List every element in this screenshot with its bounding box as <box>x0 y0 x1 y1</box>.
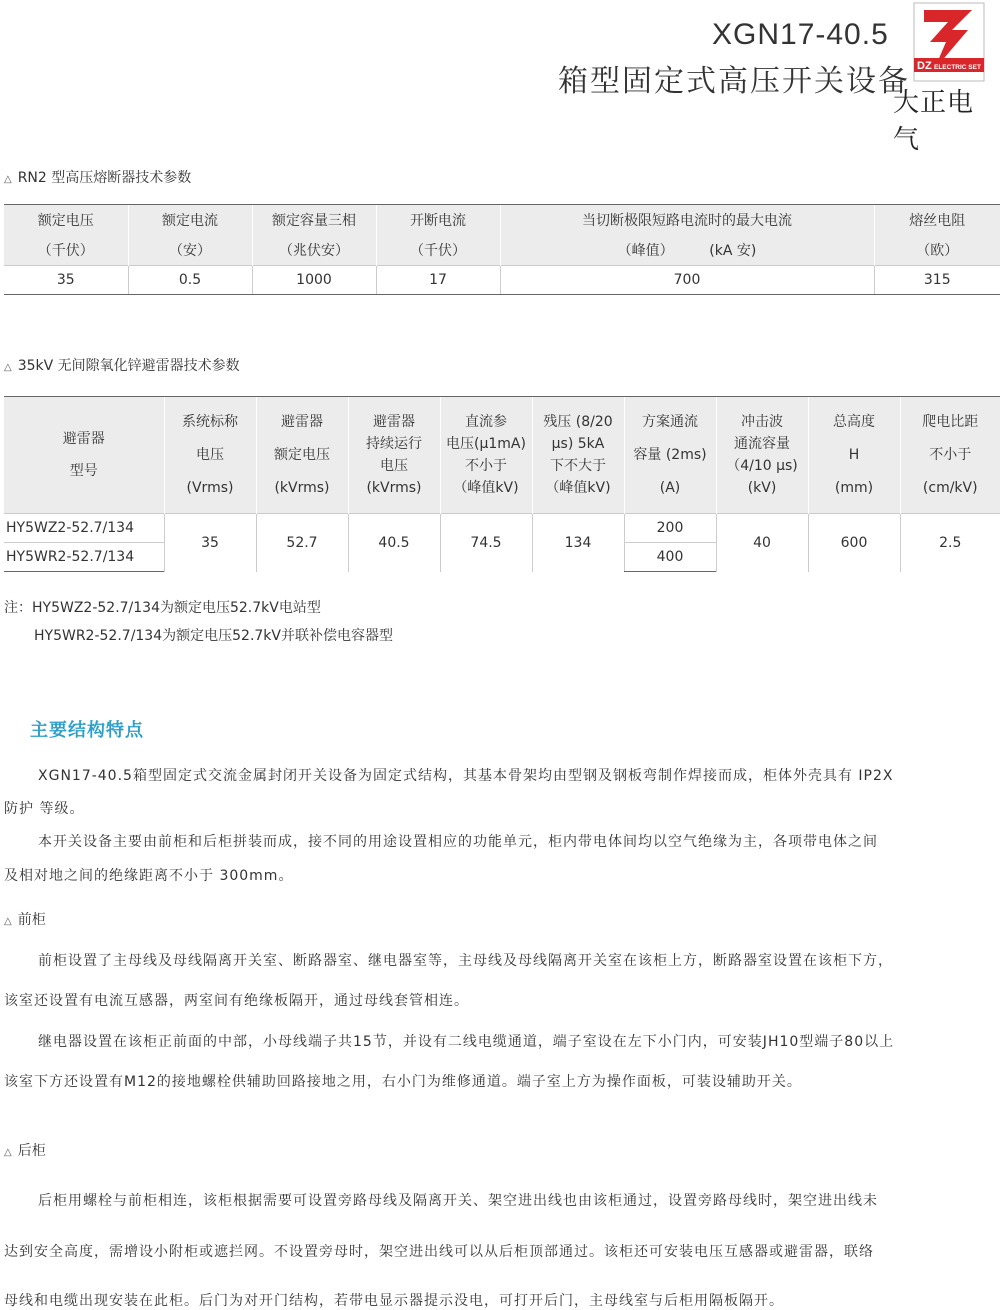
table-cell: 600 <box>808 514 900 572</box>
table-cell: HY5WR2-52.7/134 <box>4 543 164 572</box>
table-row <box>4 266 1000 295</box>
paragraph-line: 防护 等级。 <box>4 798 84 818</box>
header-line: 残压 (8/20 <box>533 411 624 433</box>
table-cell: 52.7 <box>256 514 348 572</box>
note-line: 注：HY5WZ2-52.7/134为额定电压52.7kV电站型 <box>4 597 321 617</box>
table-cell: 400 <box>624 543 716 572</box>
triangle-icon: △ <box>4 1147 12 1158</box>
header-line: 避雷器 <box>257 406 348 439</box>
header-line: 持续运行 <box>349 433 440 455</box>
company-name: 大正电气 <box>893 82 1000 156</box>
header-cell: 额定容量三相 <box>252 205 376 236</box>
header-cell <box>624 397 716 514</box>
header-line: 通流容量 <box>717 433 808 455</box>
header-line: 电压 <box>165 439 256 472</box>
header-line: 总高度 <box>809 406 900 439</box>
table-cell: 700 <box>500 266 874 295</box>
header-line: 型号 <box>4 455 164 487</box>
header-line: (A) <box>625 472 716 505</box>
section-heading: 主要结构特点 <box>30 716 144 742</box>
header-line: 容量 (2ms) <box>625 439 716 472</box>
header-cell <box>808 397 900 514</box>
header-line: (mm) <box>809 472 900 505</box>
header-line: (kV) <box>717 477 808 499</box>
paragraph-line: 后柜用螺栓与前柜相连，该柜根据需要可设置旁路母线及隔离开关、架空进出线也由该柜通过，设置旁路母线时，架空进出线未 <box>38 1190 878 1210</box>
header-line: 爬电比距 <box>901 406 1000 439</box>
paragraph-line: 该室下方还设置有M12的接地螺栓供辅助回路接地之用，右小门为维修通道。端子室上方为操作面板，可装设辅助开关。 <box>4 1071 802 1091</box>
header-cell <box>256 397 348 514</box>
table-cell: 40.5 <box>348 514 440 572</box>
header-cell <box>4 397 164 514</box>
table-cell: 134 <box>532 514 624 572</box>
header-line: 不小于 <box>441 455 532 477</box>
logo-subtext: ELECTRIC SET <box>934 64 981 71</box>
header-cell <box>900 397 1000 514</box>
header-unit: （安） <box>128 235 252 266</box>
table-cell: 200 <box>624 514 716 543</box>
header-line: 避雷器 <box>4 423 164 455</box>
header-cell <box>164 397 256 514</box>
header-cell <box>532 397 624 514</box>
header-line: (Vrms) <box>165 472 256 505</box>
table-cell: 35 <box>164 514 256 572</box>
table-cell: 74.5 <box>440 514 532 572</box>
header-line: 系统标称 <box>165 406 256 439</box>
header-line: 电压 <box>349 455 440 477</box>
header-cell: 开断电流 <box>376 205 500 236</box>
section-title-fuse: △ RN2 型高压熔断器技术参数 <box>4 167 191 187</box>
subsection-rear: △ 后柜 <box>4 1140 46 1160</box>
header-line: （峰值kV) <box>441 477 532 499</box>
paragraph-line: 达到安全高度，需增设小附柜或遮拦网。不设置旁母时，架空进出线可以从后柜顶部通过。该柜还可安装电压互感器或避雷器，联络 <box>4 1241 874 1261</box>
header-line: μs) 5kA <box>533 433 624 455</box>
header-cell <box>716 397 808 514</box>
triangle-icon: △ <box>4 916 12 927</box>
header-line: （4/10 μs) <box>717 455 808 477</box>
table-cell: 315 <box>874 266 1000 295</box>
header-line: 下不大于 <box>533 455 624 477</box>
logo-letters: DZ <box>917 60 932 72</box>
table-cell: 40 <box>716 514 808 572</box>
table-cell: 1000 <box>252 266 376 295</box>
paragraph-line: 及相对地之间的绝缘距离不小于 300mm。 <box>4 865 293 885</box>
table-row <box>4 514 1000 543</box>
header-line: 直流参 <box>441 411 532 433</box>
header-cell <box>440 397 532 514</box>
arrester-parameters-table <box>4 396 1000 572</box>
header-line: (cm/kV) <box>901 472 1000 505</box>
note-line: HY5WR2-52.7/134为额定电压52.7kV并联补偿电容器型 <box>34 625 393 645</box>
header-unit: （千伏） <box>4 235 128 266</box>
header-line: 冲击波 <box>717 411 808 433</box>
header-unit: （欧） <box>874 235 1000 266</box>
header-line: (kVrms) <box>349 477 440 499</box>
section-title-arrester: △ 35kV 无间隙氧化锌避雷器技术参数 <box>4 355 240 375</box>
table-cell: 35 <box>4 266 128 295</box>
triangle-icon: △ <box>4 362 12 373</box>
paragraph-line: 前柜设置了主母线及母线隔离开关室、断路器室、继电器室等，主母线及母线隔离开关室在该柜上方，断路器室设置在该柜下方， <box>38 950 893 970</box>
header-line: 额定电压 <box>257 439 348 472</box>
header-unit: （峰值） (kA 安) <box>500 235 874 266</box>
paragraph-line: 本开关设备主要由前柜和后柜拼装而成，接不同的用途设置相应的功能单元，柜内带电体间均以空气绝缘为主，各项带电体之间 <box>38 831 878 851</box>
header-line: 避雷器 <box>349 411 440 433</box>
header-cell <box>348 397 440 514</box>
header-unit: （兆伏安） <box>252 235 376 266</box>
paragraph-line: 继电器设置在该柜正前面的中部，小母线端子共15节，并设有二线电缆通道，端子室设在左下小门内，可安装JH10型端子80以上 <box>38 1031 894 1051</box>
header-unit: （千伏） <box>376 235 500 266</box>
header-cell: 额定电流 <box>128 205 252 236</box>
triangle-icon: △ <box>4 174 12 185</box>
product-title: 箱型固定式高压开关设备 <box>558 56 910 100</box>
header-line: H <box>809 439 900 472</box>
header-line: (kVrms) <box>257 472 348 505</box>
table-cell: 2.5 <box>900 514 1000 572</box>
paragraph-line: XGN17-40.5箱型固定式交流金属封闭开关设备为固定式结构，其基本骨架均由型钢及钢板弯制作焊接而成，柜体外壳具有 IP2X <box>38 765 893 785</box>
header-line: 方案通流 <box>625 406 716 439</box>
paragraph-line: 该室还设置有电流互感器，两室间有绝缘板隔开，通过母线套管相连。 <box>4 990 469 1010</box>
subsection-front: △ 前柜 <box>4 909 46 929</box>
fuse-parameters-table <box>4 204 1000 295</box>
header-cell: 熔丝电阻 <box>874 205 1000 236</box>
header-line: 电压(μ1mA) <box>441 433 532 455</box>
paragraph-line: 母线和电缆出现安装在此柜。后门为对开门结构，若带电显示器提示没电，可打开后门，主母线室与后柜用隔板隔开。 <box>4 1290 784 1310</box>
header-cell: 额定电压 <box>4 205 128 236</box>
table-cell: 17 <box>376 266 500 295</box>
header-cell: 当切断极限短路电流时的最大电流 <box>500 205 874 236</box>
header-line: （峰值kV) <box>533 477 624 499</box>
header-line: 不小于 <box>901 439 1000 472</box>
table-cell: 0.5 <box>128 266 252 295</box>
table-cell: HY5WZ2-52.7/134 <box>4 514 164 543</box>
product-model: XGN17-40.5 <box>712 18 889 52</box>
